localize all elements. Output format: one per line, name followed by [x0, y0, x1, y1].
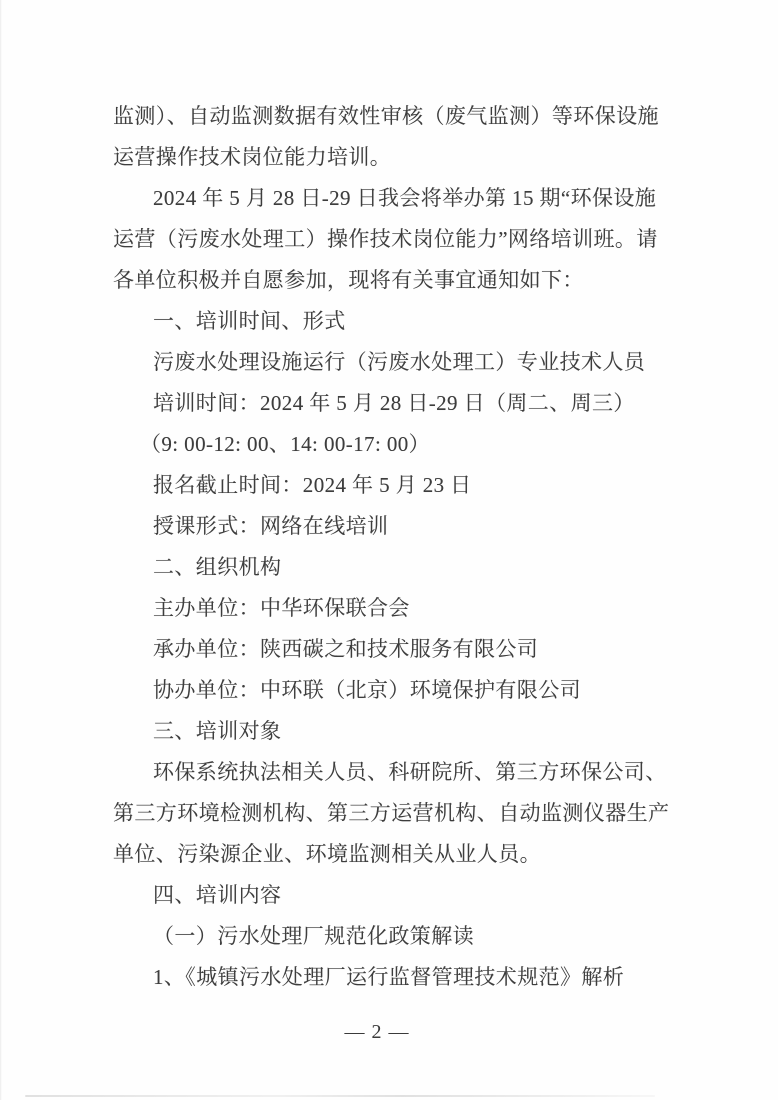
section-heading: 一、培训时间、形式: [153, 309, 346, 333]
doc-line: 主办单位：中华环保联合会: [153, 596, 410, 620]
scan-left-edge-artifact: [0, 0, 2, 1100]
doc-line: 承办单位：陕西碳之和技术服务有限公司: [153, 637, 539, 661]
doc-line: 各单位积极并自愿参加，现将有关事宜通知如下：: [113, 268, 584, 292]
section-heading: 四、培训内容: [153, 883, 282, 907]
doc-line: 监测）、自动监测数据有效性审核（废气监测）等环保设施: [113, 104, 659, 128]
doc-line: 2024 年 5 月 28 日-29 日我会将举办第 15 期“环保设施: [153, 186, 657, 210]
doc-line: 单位、污染源企业、环境监测相关从业人员。: [113, 842, 541, 866]
doc-line: 报名截止时间：2024 年 5 月 23 日: [153, 473, 472, 497]
section-heading: 三、培训对象: [153, 719, 282, 743]
document-body: [113, 96, 669, 998]
doc-line: 环保系统执法相关人员、科研院所、第三方环保公司、: [153, 760, 667, 784]
doc-line: 运营（污废水处理工）操作技术岗位能力”网络培训班。请: [113, 227, 658, 251]
doc-line: 运营操作技术岗位能力培训。: [113, 145, 392, 169]
scan-bottom-edge-artifact: [25, 1095, 655, 1097]
doc-line: （9: 00-12: 00、14: 00-17: 00）: [140, 432, 431, 456]
doc-line: 污废水处理设施运行（污废水处理工）专业技术人员: [153, 350, 646, 374]
page-number: — 2 —: [344, 1021, 410, 1043]
section-heading: 二、组织机构: [153, 555, 282, 579]
doc-line: 第三方环境检测机构、第三方运营机构、自动监测仪器生产: [113, 801, 670, 825]
doc-line: 协办单位：中环联（北京）环境保护有限公司: [153, 678, 581, 702]
doc-line: 培训时间：2024 年 5 月 28 日-29 日（周二、周三）: [153, 391, 635, 415]
doc-line: 授课形式：网络在线培训: [153, 514, 389, 538]
subsection-heading: （一）污水处理厂规范化政策解读: [153, 924, 474, 948]
doc-line: 1、《城镇污水处理厂运行监督管理技术规范》解析: [153, 965, 625, 989]
